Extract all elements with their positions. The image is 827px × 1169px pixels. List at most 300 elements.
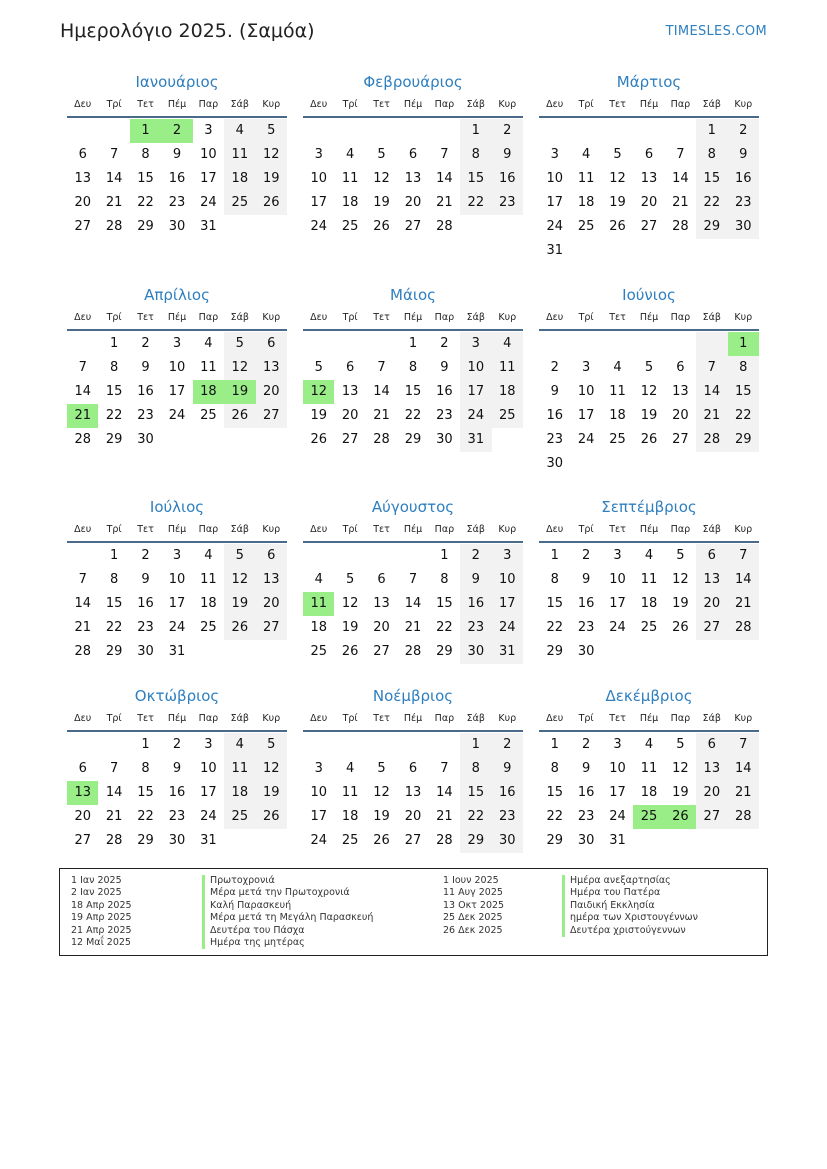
- month-calendar: [67, 285, 287, 452]
- weekday-header: [303, 521, 523, 543]
- day-cell: 24: [168, 408, 186, 423]
- day-cell: 17: [609, 785, 626, 800]
- legend-date: 13 Οκτ 2025: [443, 899, 505, 911]
- day-cell: 3: [492, 544, 523, 568]
- empty-cell: [303, 332, 334, 356]
- day-cell: 28: [696, 428, 727, 452]
- day-cell: 26: [672, 620, 689, 635]
- day-cell: 23: [577, 809, 595, 824]
- empty-cell: [728, 829, 759, 853]
- day-cell: 25: [577, 219, 595, 234]
- empty-cell: [256, 215, 287, 239]
- day-cell: 13: [404, 785, 422, 800]
- day-cell: 11: [200, 572, 217, 587]
- day-cell: 25: [341, 219, 359, 234]
- day-cell: 5: [377, 761, 386, 776]
- day-cell: 7: [109, 147, 119, 162]
- day-cell: 23: [546, 432, 563, 447]
- day-cell: 26: [665, 805, 696, 829]
- empty-cell: [602, 119, 633, 143]
- day-cell: 24: [200, 809, 217, 824]
- day-cell: 2: [161, 119, 192, 143]
- day-cell: 11: [640, 761, 658, 776]
- day-cell: 4: [345, 147, 355, 162]
- day-cell: 14: [74, 596, 91, 611]
- empty-cell: [539, 332, 570, 356]
- weekday-label: Σάβ: [230, 99, 249, 110]
- day-cell: 23: [137, 620, 154, 635]
- empty-cell: [665, 239, 696, 263]
- day-cell: 15: [436, 596, 453, 611]
- empty-cell: [633, 829, 664, 853]
- legend-date: 26 Δεκ 2025: [443, 924, 503, 936]
- empty-cell: [366, 544, 397, 568]
- day-cell: 13: [696, 757, 727, 781]
- legend-holiday-name: Δευτέρα του Πάσχα: [202, 925, 373, 937]
- day-cell: 21: [696, 404, 727, 428]
- day-cell: 18: [492, 380, 523, 404]
- day-cell: 7: [408, 572, 418, 587]
- day-cell: 11: [609, 384, 626, 399]
- weekday-label: Τρί: [578, 524, 594, 535]
- weekday-label: Δευ: [310, 312, 328, 323]
- day-cell: 5: [613, 147, 622, 162]
- weekday-label: Τετ: [137, 713, 154, 724]
- day-cell: 21: [373, 408, 390, 423]
- day-cell: 9: [460, 568, 491, 592]
- legend-date: 12 Μαΐ 2025: [71, 936, 131, 948]
- day-cell: 11: [303, 592, 334, 616]
- legend-right-names: [562, 875, 698, 937]
- weekday-label: Τρί: [106, 524, 122, 535]
- day-cell: 2: [550, 360, 559, 375]
- empty-cell: [334, 119, 365, 143]
- empty-cell: [366, 733, 397, 757]
- empty-cell: [696, 332, 727, 356]
- weekday-header: [539, 710, 759, 732]
- day-cell: 10: [310, 785, 327, 800]
- day-cell: 6: [377, 572, 386, 587]
- weekday-label: Τρί: [342, 713, 358, 724]
- day-grid: [303, 119, 523, 239]
- weekday-label: Σάβ: [702, 713, 721, 724]
- empty-cell: [728, 640, 759, 664]
- day-cell: 12: [672, 572, 689, 587]
- day-cell: 13: [640, 171, 658, 186]
- day-cell: 26: [341, 644, 359, 659]
- day-cell: 19: [256, 781, 287, 805]
- day-grid: [539, 119, 759, 263]
- legend-date: 21 Απρ 2025: [71, 924, 132, 936]
- day-cell: 9: [550, 384, 559, 399]
- weekday-label: Τετ: [609, 713, 626, 724]
- empty-cell: [193, 640, 224, 664]
- day-cell: 4: [613, 360, 622, 375]
- day-cell: 10: [546, 171, 563, 186]
- day-cell: 29: [696, 215, 727, 239]
- day-cell: 8: [728, 356, 759, 380]
- day-cell: 10: [492, 568, 523, 592]
- day-cell: 8: [109, 572, 119, 587]
- day-cell: 9: [492, 143, 523, 167]
- empty-cell: [602, 452, 633, 476]
- day-cell: 31: [200, 833, 217, 848]
- day-cell: 21: [672, 195, 689, 210]
- day-cell: 13: [256, 356, 287, 380]
- day-cell: 31: [546, 243, 563, 258]
- month-name: Σεπτέμβριος: [601, 498, 697, 516]
- day-cell: 17: [492, 592, 523, 616]
- month-name: Μάιος: [390, 286, 436, 304]
- day-cell: 2: [460, 544, 491, 568]
- day-cell: 12: [224, 356, 255, 380]
- day-cell: 14: [404, 596, 422, 611]
- empty-cell: [665, 640, 696, 664]
- weekday-header: [539, 96, 759, 118]
- day-cell: 3: [613, 737, 622, 752]
- weekday-label: Κυρ: [262, 312, 281, 323]
- weekday-label: Σάβ: [702, 524, 721, 535]
- day-cell: 18: [341, 809, 359, 824]
- weekday-header: [303, 309, 523, 331]
- legend-date: 18 Απρ 2025: [71, 899, 132, 911]
- day-cell: 8: [696, 143, 727, 167]
- page-title: Ημερολόγιο 2025. (Σαμόα): [60, 20, 315, 42]
- weekday-label: Κυρ: [498, 99, 517, 110]
- day-cell: 31: [460, 428, 491, 452]
- day-cell: 11: [492, 356, 523, 380]
- day-cell: 29: [460, 829, 491, 853]
- day-cell: 30: [492, 829, 523, 853]
- month-calendar: [539, 686, 759, 853]
- legend-holiday-name: Καλή Παρασκευή: [202, 900, 373, 912]
- day-cell: 10: [168, 360, 186, 375]
- day-cell: 6: [676, 360, 685, 375]
- weekday-label: Τρί: [578, 713, 594, 724]
- day-cell: 20: [74, 809, 91, 824]
- empty-cell: [665, 332, 696, 356]
- day-cell: 25: [341, 833, 359, 848]
- day-cell: 18: [577, 195, 595, 210]
- day-cell: 29: [105, 432, 123, 447]
- empty-cell: [397, 544, 428, 568]
- weekday-label: Παρ: [198, 312, 219, 323]
- day-cell: 25: [609, 432, 626, 447]
- weekday-header: [303, 96, 523, 118]
- day-cell: 27: [256, 616, 287, 640]
- month-name: Δεκέμβριος: [605, 687, 693, 705]
- day-cell: 13: [672, 384, 689, 399]
- weekday-label: Πέμ: [403, 99, 423, 110]
- day-cell: 7: [440, 147, 449, 162]
- day-cell: 14: [672, 171, 689, 186]
- day-cell: 15: [105, 384, 123, 399]
- day-cell: 2: [581, 548, 591, 563]
- empty-cell: [429, 733, 460, 757]
- empty-cell: [334, 733, 365, 757]
- weekday-header: [67, 710, 287, 732]
- weekday-header: [539, 521, 759, 543]
- day-cell: 23: [460, 616, 491, 640]
- day-cell: 20: [696, 592, 727, 616]
- weekday-label: Σάβ: [466, 99, 485, 110]
- day-cell: 10: [460, 356, 491, 380]
- empty-cell: [98, 733, 129, 757]
- day-cell: 13: [696, 568, 727, 592]
- weekday-label: Δευ: [310, 99, 328, 110]
- day-cell: 3: [460, 332, 491, 356]
- empty-cell: [696, 829, 727, 853]
- day-cell: 29: [728, 428, 759, 452]
- day-cell: 8: [550, 572, 559, 587]
- day-cell: 30: [460, 640, 491, 664]
- empty-cell: [366, 332, 397, 356]
- day-cell: 17: [168, 596, 186, 611]
- day-cell: 12: [256, 143, 287, 167]
- day-cell: 1: [141, 737, 150, 752]
- legend-holiday-name: Μέρα μετά τη Μεγάλη Παρασκευή: [202, 912, 373, 924]
- legend-holiday-name: ημέρα των Χριστουγέννων: [562, 912, 698, 924]
- day-cell: 23: [492, 805, 523, 829]
- day-cell: 18: [609, 408, 626, 423]
- legend-holiday-name: Παιδική Εκκλησία: [562, 900, 698, 912]
- weekday-label: Κυρ: [498, 524, 517, 535]
- empty-cell: [303, 544, 334, 568]
- empty-cell: [397, 119, 428, 143]
- weekday-label: Πέμ: [403, 713, 423, 724]
- day-cell: 26: [256, 191, 287, 215]
- day-cell: 2: [728, 119, 759, 143]
- day-cell: 27: [404, 833, 422, 848]
- day-cell: 5: [644, 360, 654, 375]
- day-cell: 9: [172, 147, 182, 162]
- weekday-label: Τρί: [342, 524, 358, 535]
- day-cell: 7: [78, 572, 87, 587]
- day-grid: [67, 733, 287, 853]
- day-cell: 23: [168, 809, 186, 824]
- empty-cell: [696, 452, 727, 476]
- day-cell: 19: [640, 408, 658, 423]
- day-grid: [303, 332, 523, 452]
- day-cell: 27: [373, 644, 390, 659]
- legend-date: 19 Απρ 2025: [71, 912, 132, 924]
- day-cell: 14: [696, 380, 727, 404]
- weekday-label: Τετ: [373, 713, 390, 724]
- empty-cell: [570, 332, 601, 356]
- day-grid: [539, 332, 759, 476]
- day-cell: 17: [460, 380, 491, 404]
- day-cell: 22: [696, 191, 727, 215]
- day-cell: 15: [546, 596, 563, 611]
- weekday-label: Παρ: [670, 99, 691, 110]
- weekday-label: Πέμ: [403, 524, 423, 535]
- weekday-label: Παρ: [434, 524, 455, 535]
- day-cell: 22: [137, 195, 154, 210]
- day-cell: 13: [341, 384, 359, 399]
- site-link[interactable]: TIMESLES.COM: [665, 24, 767, 39]
- weekday-label: Δευ: [74, 713, 92, 724]
- day-cell: 26: [310, 432, 327, 447]
- weekday-label: Τετ: [609, 524, 626, 535]
- day-cell: 18: [200, 596, 217, 611]
- empty-cell: [492, 215, 523, 239]
- day-cell: 29: [105, 644, 123, 659]
- empty-cell: [665, 452, 696, 476]
- day-cell: 10: [168, 572, 186, 587]
- day-cell: 7: [696, 356, 727, 380]
- day-cell: 14: [436, 785, 453, 800]
- day-cell: 23: [728, 191, 759, 215]
- empty-cell: [334, 544, 365, 568]
- day-cell: 12: [672, 761, 689, 776]
- weekday-label: Τρί: [342, 99, 358, 110]
- day-cell: 1: [109, 548, 119, 563]
- month-calendar: [67, 497, 287, 664]
- day-cell: 14: [436, 171, 453, 186]
- empty-cell: [633, 452, 664, 476]
- day-cell: 9: [581, 572, 591, 587]
- day-cell: 22: [460, 191, 491, 215]
- empty-cell: [193, 428, 224, 452]
- day-cell: 18: [193, 380, 224, 404]
- weekday-label: Πέμ: [167, 524, 187, 535]
- weekday-label: Τετ: [137, 99, 154, 110]
- empty-cell: [366, 119, 397, 143]
- day-cell: 11: [577, 171, 595, 186]
- weekday-header: [67, 521, 287, 543]
- empty-cell: [602, 640, 633, 664]
- day-cell: 22: [460, 805, 491, 829]
- empty-cell: [665, 829, 696, 853]
- day-cell: 21: [728, 781, 759, 805]
- month-name: Αύγουστος: [371, 498, 455, 516]
- weekday-label: Κυρ: [734, 99, 753, 110]
- day-cell: 30: [728, 215, 759, 239]
- day-cell: 1: [408, 336, 418, 351]
- weekday-label: Κυρ: [734, 524, 753, 535]
- day-cell: 19: [224, 380, 255, 404]
- day-cell: 8: [440, 572, 449, 587]
- month-calendar: [539, 497, 759, 664]
- day-cell: 21: [74, 620, 91, 635]
- day-cell: 12: [609, 171, 626, 186]
- legend-holiday-name: Δευτέρα χριστούγεννων: [562, 925, 698, 937]
- day-cell: 16: [168, 785, 186, 800]
- day-cell: 7: [377, 360, 386, 375]
- legend-left-names: [202, 875, 373, 949]
- month-name: Ιούλιος: [149, 498, 205, 516]
- day-cell: 17: [200, 785, 217, 800]
- day-cell: 24: [609, 620, 626, 635]
- day-cell: 3: [204, 737, 213, 752]
- day-cell: 12: [373, 785, 390, 800]
- day-cell: 19: [672, 785, 689, 800]
- day-cell: 24: [310, 219, 327, 234]
- day-cell: 27: [696, 616, 727, 640]
- day-cell: 28: [105, 219, 123, 234]
- day-cell: 26: [224, 404, 255, 428]
- empty-cell: [696, 239, 727, 263]
- day-cell: 25: [224, 191, 255, 215]
- weekday-header: [67, 96, 287, 118]
- day-cell: 19: [310, 408, 327, 423]
- weekday-label: Παρ: [198, 524, 219, 535]
- day-cell: 22: [137, 809, 154, 824]
- weekday-label: Σάβ: [466, 524, 485, 535]
- day-cell: 30: [168, 219, 186, 234]
- empty-cell: [633, 332, 664, 356]
- day-cell: 20: [696, 781, 727, 805]
- empty-cell: [570, 452, 601, 476]
- day-cell: 7: [728, 733, 759, 757]
- legend-date: 1 Ιουν 2025: [443, 875, 499, 886]
- day-cell: 9: [492, 757, 523, 781]
- day-cell: 28: [436, 219, 453, 234]
- day-cell: 23: [436, 408, 453, 423]
- day-cell: 24: [200, 195, 217, 210]
- day-cell: 1: [460, 733, 491, 757]
- day-cell: 28: [728, 805, 759, 829]
- empty-cell: [98, 119, 129, 143]
- day-cell: 5: [224, 544, 255, 568]
- weekday-label: Τετ: [373, 524, 390, 535]
- weekday-label: Πέμ: [167, 99, 187, 110]
- day-cell: 6: [408, 761, 418, 776]
- weekday-label: Δευ: [546, 713, 564, 724]
- day-cell: 1: [460, 119, 491, 143]
- day-cell: 12: [256, 757, 287, 781]
- weekday-label: Τρί: [106, 99, 122, 110]
- day-cell: 21: [436, 809, 453, 824]
- month-calendar: [303, 686, 523, 853]
- day-cell: 8: [460, 757, 491, 781]
- day-cell: 29: [436, 644, 453, 659]
- day-cell: 20: [404, 809, 422, 824]
- day-cell: 23: [168, 195, 186, 210]
- day-cell: 7: [728, 544, 759, 568]
- day-cell: 31: [492, 640, 523, 664]
- day-cell: 25: [640, 620, 658, 635]
- day-cell: 22: [546, 620, 563, 635]
- month-calendar: [539, 285, 759, 476]
- day-cell: 3: [204, 123, 213, 138]
- day-cell: 10: [310, 171, 327, 186]
- day-cell: 30: [546, 456, 563, 471]
- day-cell: 24: [310, 833, 327, 848]
- day-cell: 10: [200, 761, 217, 776]
- day-cell: 20: [256, 592, 287, 616]
- day-cell: 10: [577, 384, 595, 399]
- day-cell: 9: [728, 143, 759, 167]
- weekday-label: Τρί: [578, 312, 594, 323]
- day-cell: 14: [373, 384, 390, 399]
- empty-cell: [67, 332, 98, 356]
- day-cell: 10: [609, 572, 626, 587]
- day-grid: [539, 544, 759, 664]
- day-cell: 4: [314, 572, 323, 587]
- weekday-label: Δευ: [546, 99, 564, 110]
- day-cell: 11: [341, 171, 359, 186]
- legend-holiday-name: Ημέρα του Πατέρα: [562, 887, 698, 899]
- empty-cell: [256, 829, 287, 853]
- day-cell: 4: [204, 548, 213, 563]
- day-cell: 12: [341, 596, 359, 611]
- day-cell: 3: [550, 147, 559, 162]
- day-cell: 6: [696, 733, 727, 757]
- day-cell: 19: [341, 620, 359, 635]
- empty-cell: [602, 239, 633, 263]
- day-grid: [67, 332, 287, 452]
